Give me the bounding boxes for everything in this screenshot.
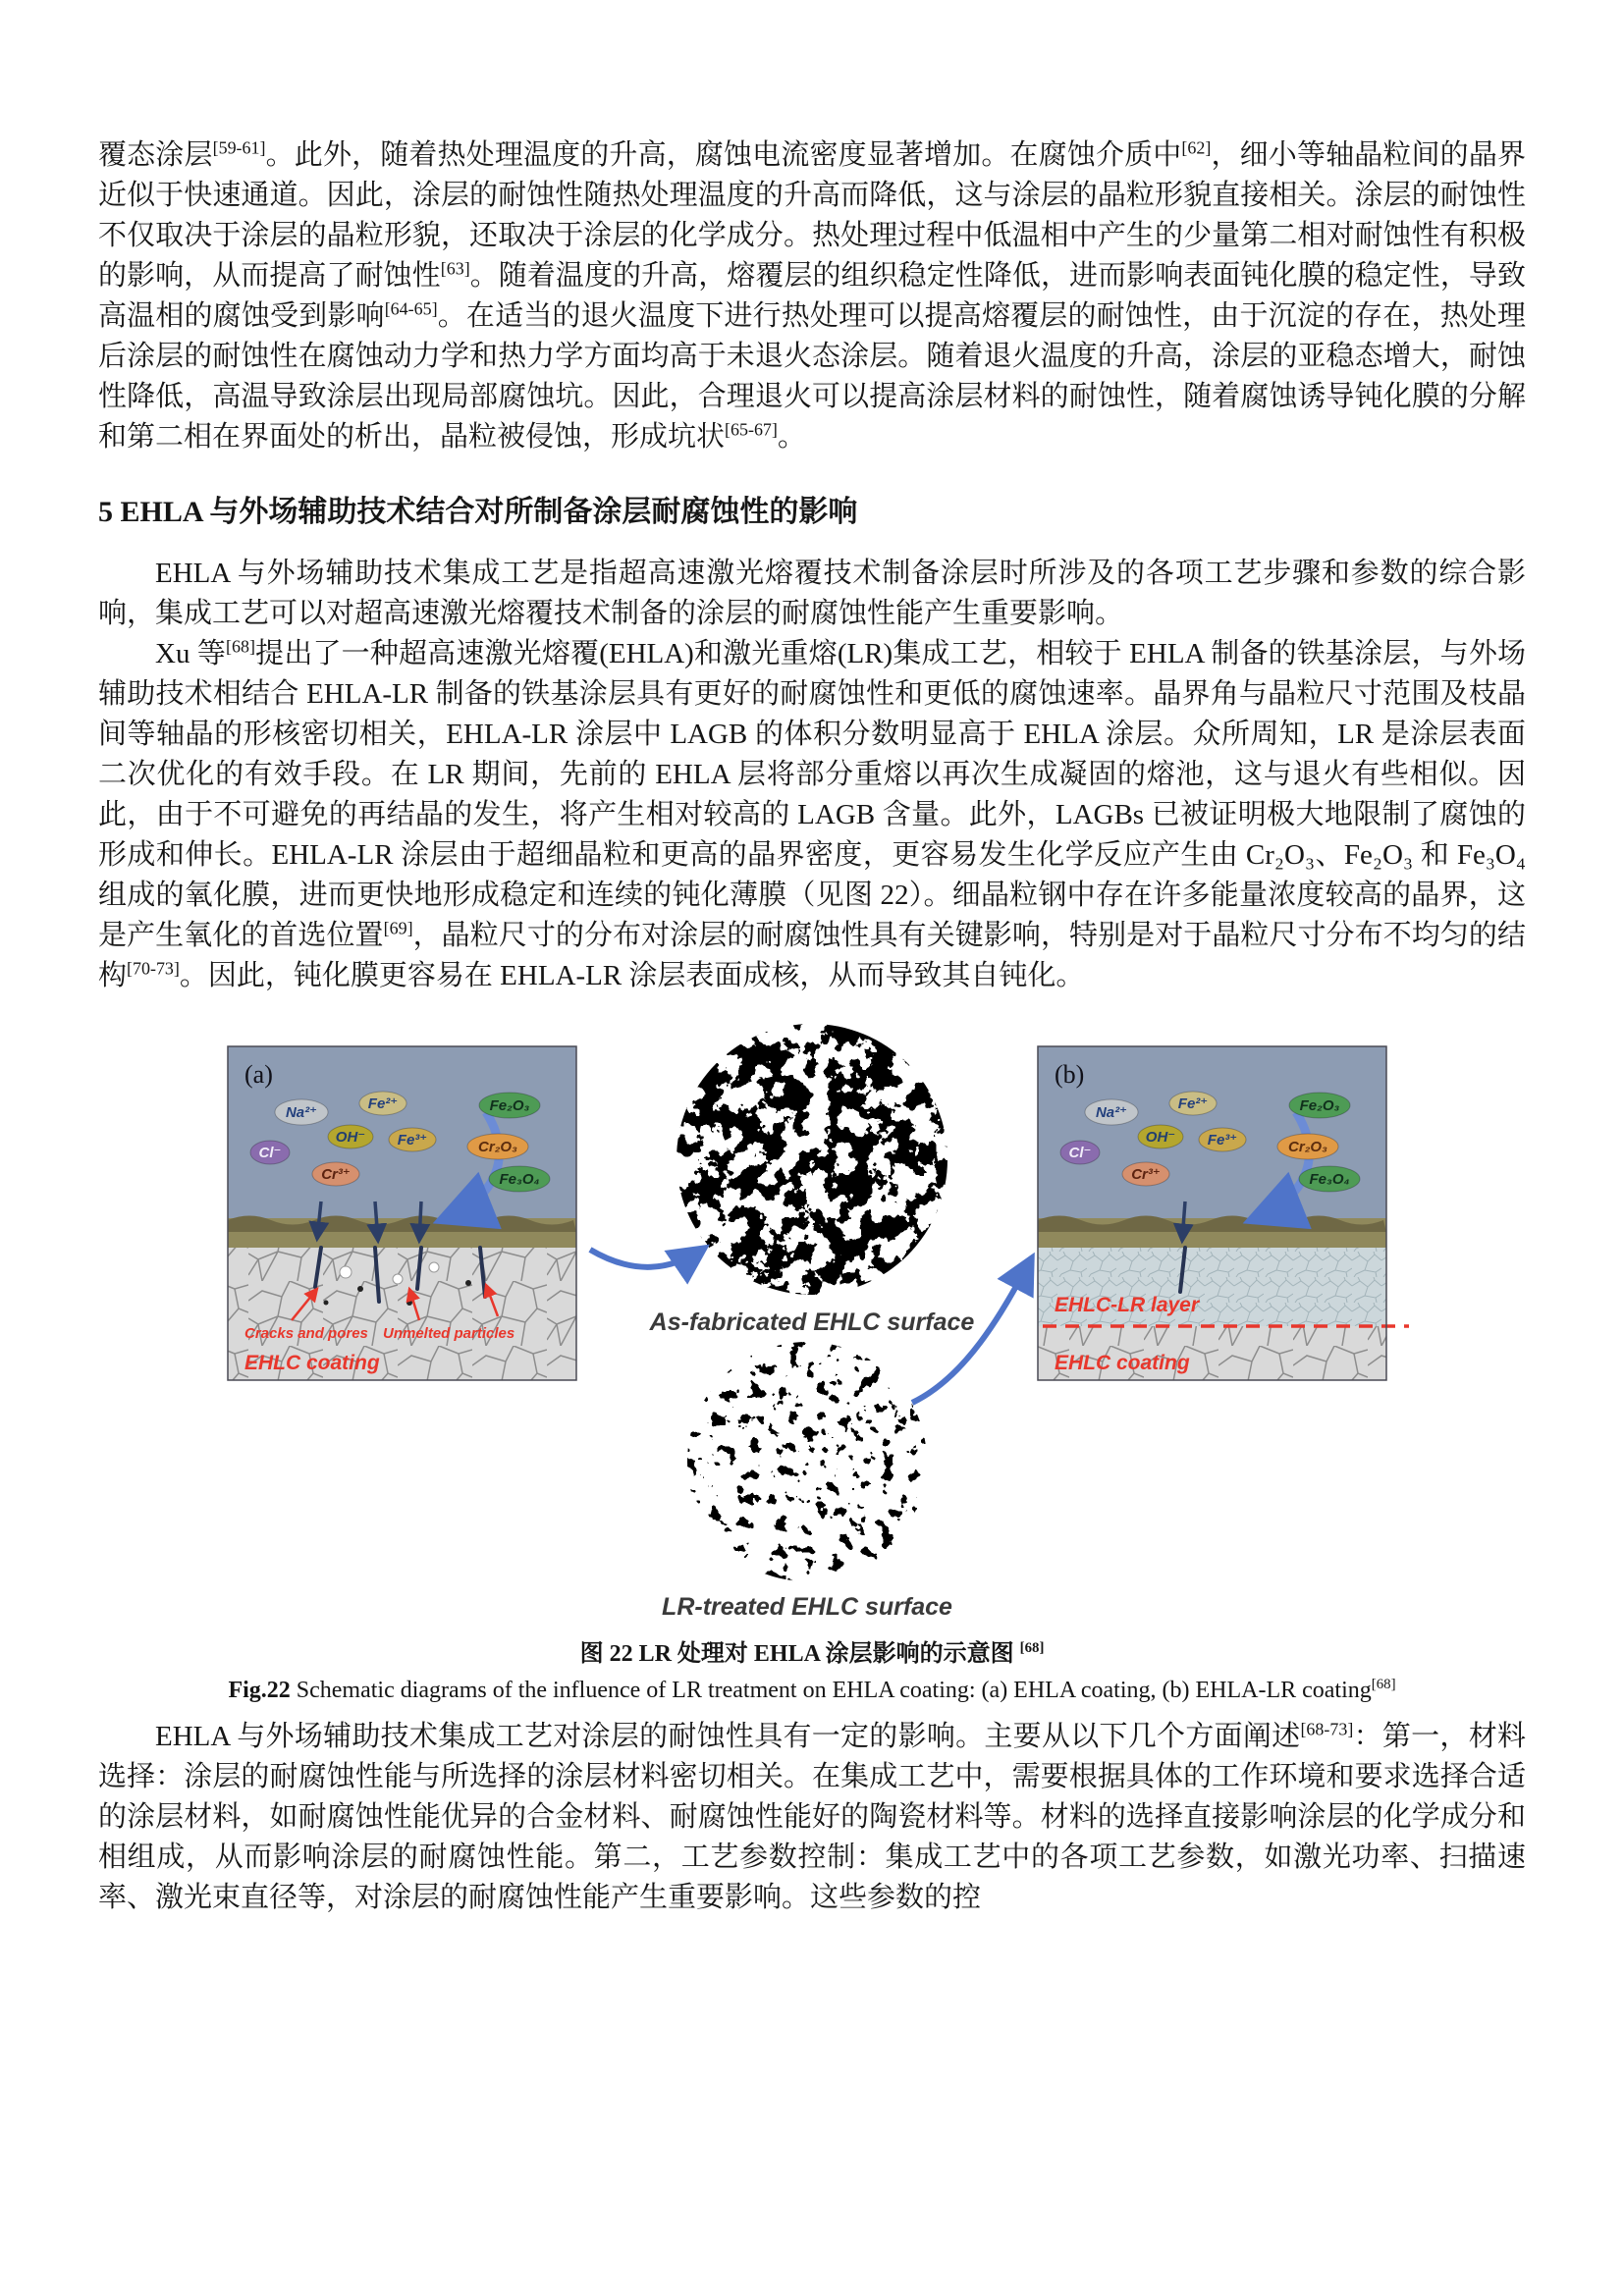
svg-text:Cr³⁺: Cr³⁺	[321, 1166, 351, 1183]
svg-text:Cr³⁺: Cr³⁺	[1131, 1166, 1161, 1183]
body-paragraph-continuation: 覆态涂层[59-61]。此外，随着热处理温度的升高，腐蚀电流密度显著增加。在腐蚀介质中[62]，细小等轴晶粒间的晶界近似于快速通道。因此，涂层的耐蚀性随热处理温度的升高而降低，这与涂层的晶粒形貌直接相关。涂层的耐蚀性不仅取决于涂层的晶粒形貌，还取决于涂层的化学成分。热处理过程中低温相中产生的少量第二相对耐蚀性有积极的影响，从而提高了耐蚀性[63]。随着温度的升高，熔覆层的组织稳定性降低，进而影响表面钝化膜的稳定性，导致高温相的腐蚀受到影响[64-65]。在适当的退火温度下进行热处理可以提高熔覆层的耐蚀性，由于沉淀的存在，热处理后涂层的耐蚀性在腐蚀动力学和热力学方面均高于未退火态涂层。随着退火温度的升高，涂层的亚稳态增大，耐蚀性降低，高温导致涂层出现局部腐蚀坑。因此，合理退火可以提高涂层材料的耐蚀性，随着腐蚀诱导钝化膜的分解和第二相在界面处的析出，晶粒被侵蚀，形成坑状[65-67]。	[98, 137, 1526, 453]
ion-badge-cr2o3	[1277, 1134, 1338, 1159]
body-paragraph-final: EHLA 与外场辅助技术集成工艺对涂层的耐蚀性具有一定的影响。主要从以下几个方面阐述[68-73]：第一，材料选择：涂层的耐腐蚀性能与所选择的涂层材料密切相关。在集成工艺中，需要根据具体的工作环境和要求选择合适的涂层材料，如耐腐蚀性能优异的合金材料、耐腐蚀性能好的陶瓷材料等。材料的选择直接影响涂层的化学成分和相组成，从而影响涂层的耐腐蚀性能。第二，工艺参数控制：集成工艺中的各项工艺参数，如激光功率、扫描速率、激光束直径等，对涂层的耐腐蚀性能产生重要影响。这些参数的控	[98, 1719, 1526, 1913]
body-paragraph-intro: EHLA 与外场辅助技术集成工艺是指超高速激光熔覆技术制备涂层时所涉及的各项工艺步骤和参数的综合影响，集成工艺可以对超高速激光熔覆技术制备的涂层的耐腐蚀性能产生重要影响。	[98, 558, 1526, 629]
ion-badge-fe2o3	[479, 1093, 540, 1118]
figure-22	[98, 1022, 1526, 1630]
ion-badge-fe2	[1169, 1092, 1217, 1115]
panel-b-ehla-lr-coating-schematic	[1038, 1046, 1409, 1380]
svg-text:Fe³⁺: Fe³⁺	[1207, 1132, 1238, 1148]
svg-text:Na²⁺: Na²⁺	[285, 1104, 318, 1121]
svg-text:Na²⁺: Na²⁺	[1095, 1104, 1128, 1121]
svg-text:Cr₂O₃: Cr₂O₃	[1288, 1139, 1327, 1155]
ehlc-coating-label-a: EHLC coating	[244, 1352, 380, 1374]
ion-badge-cr3	[312, 1162, 359, 1186]
panel-a-letter: (a)	[244, 1060, 273, 1089]
panel-b-letter: (b)	[1055, 1060, 1085, 1089]
sem-image-lr-treated	[662, 1340, 952, 1621]
ion-badge-na	[1085, 1099, 1138, 1125]
section-heading: 5 EHLA 与外场辅助技术结合对所制备涂层耐腐蚀性的影响	[98, 496, 858, 528]
ion-badge-oh	[328, 1125, 373, 1148]
unmelted-particles-label: Unmelted particles	[383, 1325, 515, 1342]
ion-badge-fe3o4	[1299, 1166, 1360, 1192]
svg-text:Fe²⁺: Fe²⁺	[1177, 1095, 1209, 1112]
ion-badge-cr2o3	[467, 1134, 528, 1159]
svg-text:Fe³⁺: Fe³⁺	[397, 1132, 428, 1148]
ehlc-coating-label-b: EHLC coating	[1055, 1352, 1190, 1374]
ion-badge-cl	[250, 1141, 290, 1164]
figure-22-diagram	[174, 1022, 1450, 1626]
svg-text:Fe₂O₃: Fe₂O₃	[1299, 1097, 1340, 1114]
ehlc-lr-layer-label: EHLC-LR layer	[1055, 1294, 1200, 1316]
ion-badge-oh	[1138, 1125, 1183, 1148]
svg-text:Cl⁻: Cl⁻	[258, 1145, 282, 1161]
cracks-pores-label: Cracks and pores	[244, 1325, 368, 1342]
figure-caption-en: Fig.22 Schematic diagrams of the influence of LR treatment on EHLA coating: (a) EHLA coating, (b) EHLA-LR coating[68]	[228, 1677, 1396, 1703]
ion-badge-fe3	[1199, 1128, 1246, 1151]
sem-image-as-fabricated	[649, 1022, 975, 1336]
figure-caption-zh: 图 22 LR 处理对 EHLA 涂层影响的示意图 [68]	[579, 1640, 1045, 1667]
svg-text:Fe₂O₃: Fe₂O₃	[489, 1097, 530, 1114]
ion-badge-cr3	[1122, 1162, 1169, 1186]
ion-badge-fe3o4	[489, 1166, 550, 1192]
svg-text:Cr₂O₃: Cr₂O₃	[478, 1139, 517, 1155]
panel-a-ehla-coating-schematic	[228, 1046, 576, 1380]
ion-badge-fe2o3	[1289, 1093, 1350, 1118]
body-paragraph-xu: Xu 等[68]提出了一种超高速激光熔覆(EHLA)和激光重熔(LR)集成工艺，相较于 EHLA 制备的铁基涂层，与外场辅助技术相结合 EHLA-LR 制备的铁基涂层具有更好的耐腐蚀性和更低的腐蚀速率。晶界角与晶粒尺寸范围及枝晶间等轴晶的形核密切相关，EHLA-LR 涂层中 LAGB 的体积分数明显高于 EHLA 涂层。众所周知，LR 是涂层表面二次优化的有效手段。在 LR 期间，先前的 EHLA 层将部分重熔以再次生成凝固的熔池，这与退火有些相似。因此，由于不可避免的再结晶的发生，将产生相对较高的 LAGB 含量。此外，LAGBs 已被证明极大地限制了腐蚀的形成和伸长。EHLA-LR 涂层由于超细晶粒和更高的晶界密度，更容易发生化学反应产生由 Cr₂O₃、Fe₂O₃ 和 Fe₃O₄ 组成的氧化膜，进而更快地形成稳定和连续的钝化薄膜（见图 22）。细晶粒钢中存在许多能量浓度较高的晶界，这是产生氧化的首选位置[69]，晶粒尺寸的分布对涂层的耐腐蚀性具有关键影响，特别是对于晶粒尺寸分布不均匀的结构[70-73]。因此，钝化膜更容易在 EHLA-LR 涂层表面成核，从而导致其自钝化。	[98, 636, 1527, 991]
ion-badge-fe2	[359, 1092, 406, 1115]
lr-treated-surface-label: LR-treated EHLC surface	[662, 1593, 952, 1621]
ion-badge-cl	[1060, 1141, 1100, 1164]
svg-text:OH⁻: OH⁻	[1145, 1129, 1176, 1146]
svg-text:OH⁻: OH⁻	[335, 1129, 366, 1146]
as-fabricated-surface-label: As-fabricated EHLC surface	[649, 1308, 975, 1336]
svg-text:Fe₃O₄: Fe₃O₄	[1309, 1171, 1350, 1188]
ion-badge-fe3	[389, 1128, 436, 1151]
ion-badge-na	[275, 1099, 328, 1125]
svg-text:Fe₃O₄: Fe₃O₄	[499, 1171, 540, 1188]
svg-text:Cl⁻: Cl⁻	[1068, 1145, 1092, 1161]
arrow-panel-a-to-circle1	[590, 1248, 705, 1267]
svg-text:Fe²⁺: Fe²⁺	[367, 1095, 399, 1112]
